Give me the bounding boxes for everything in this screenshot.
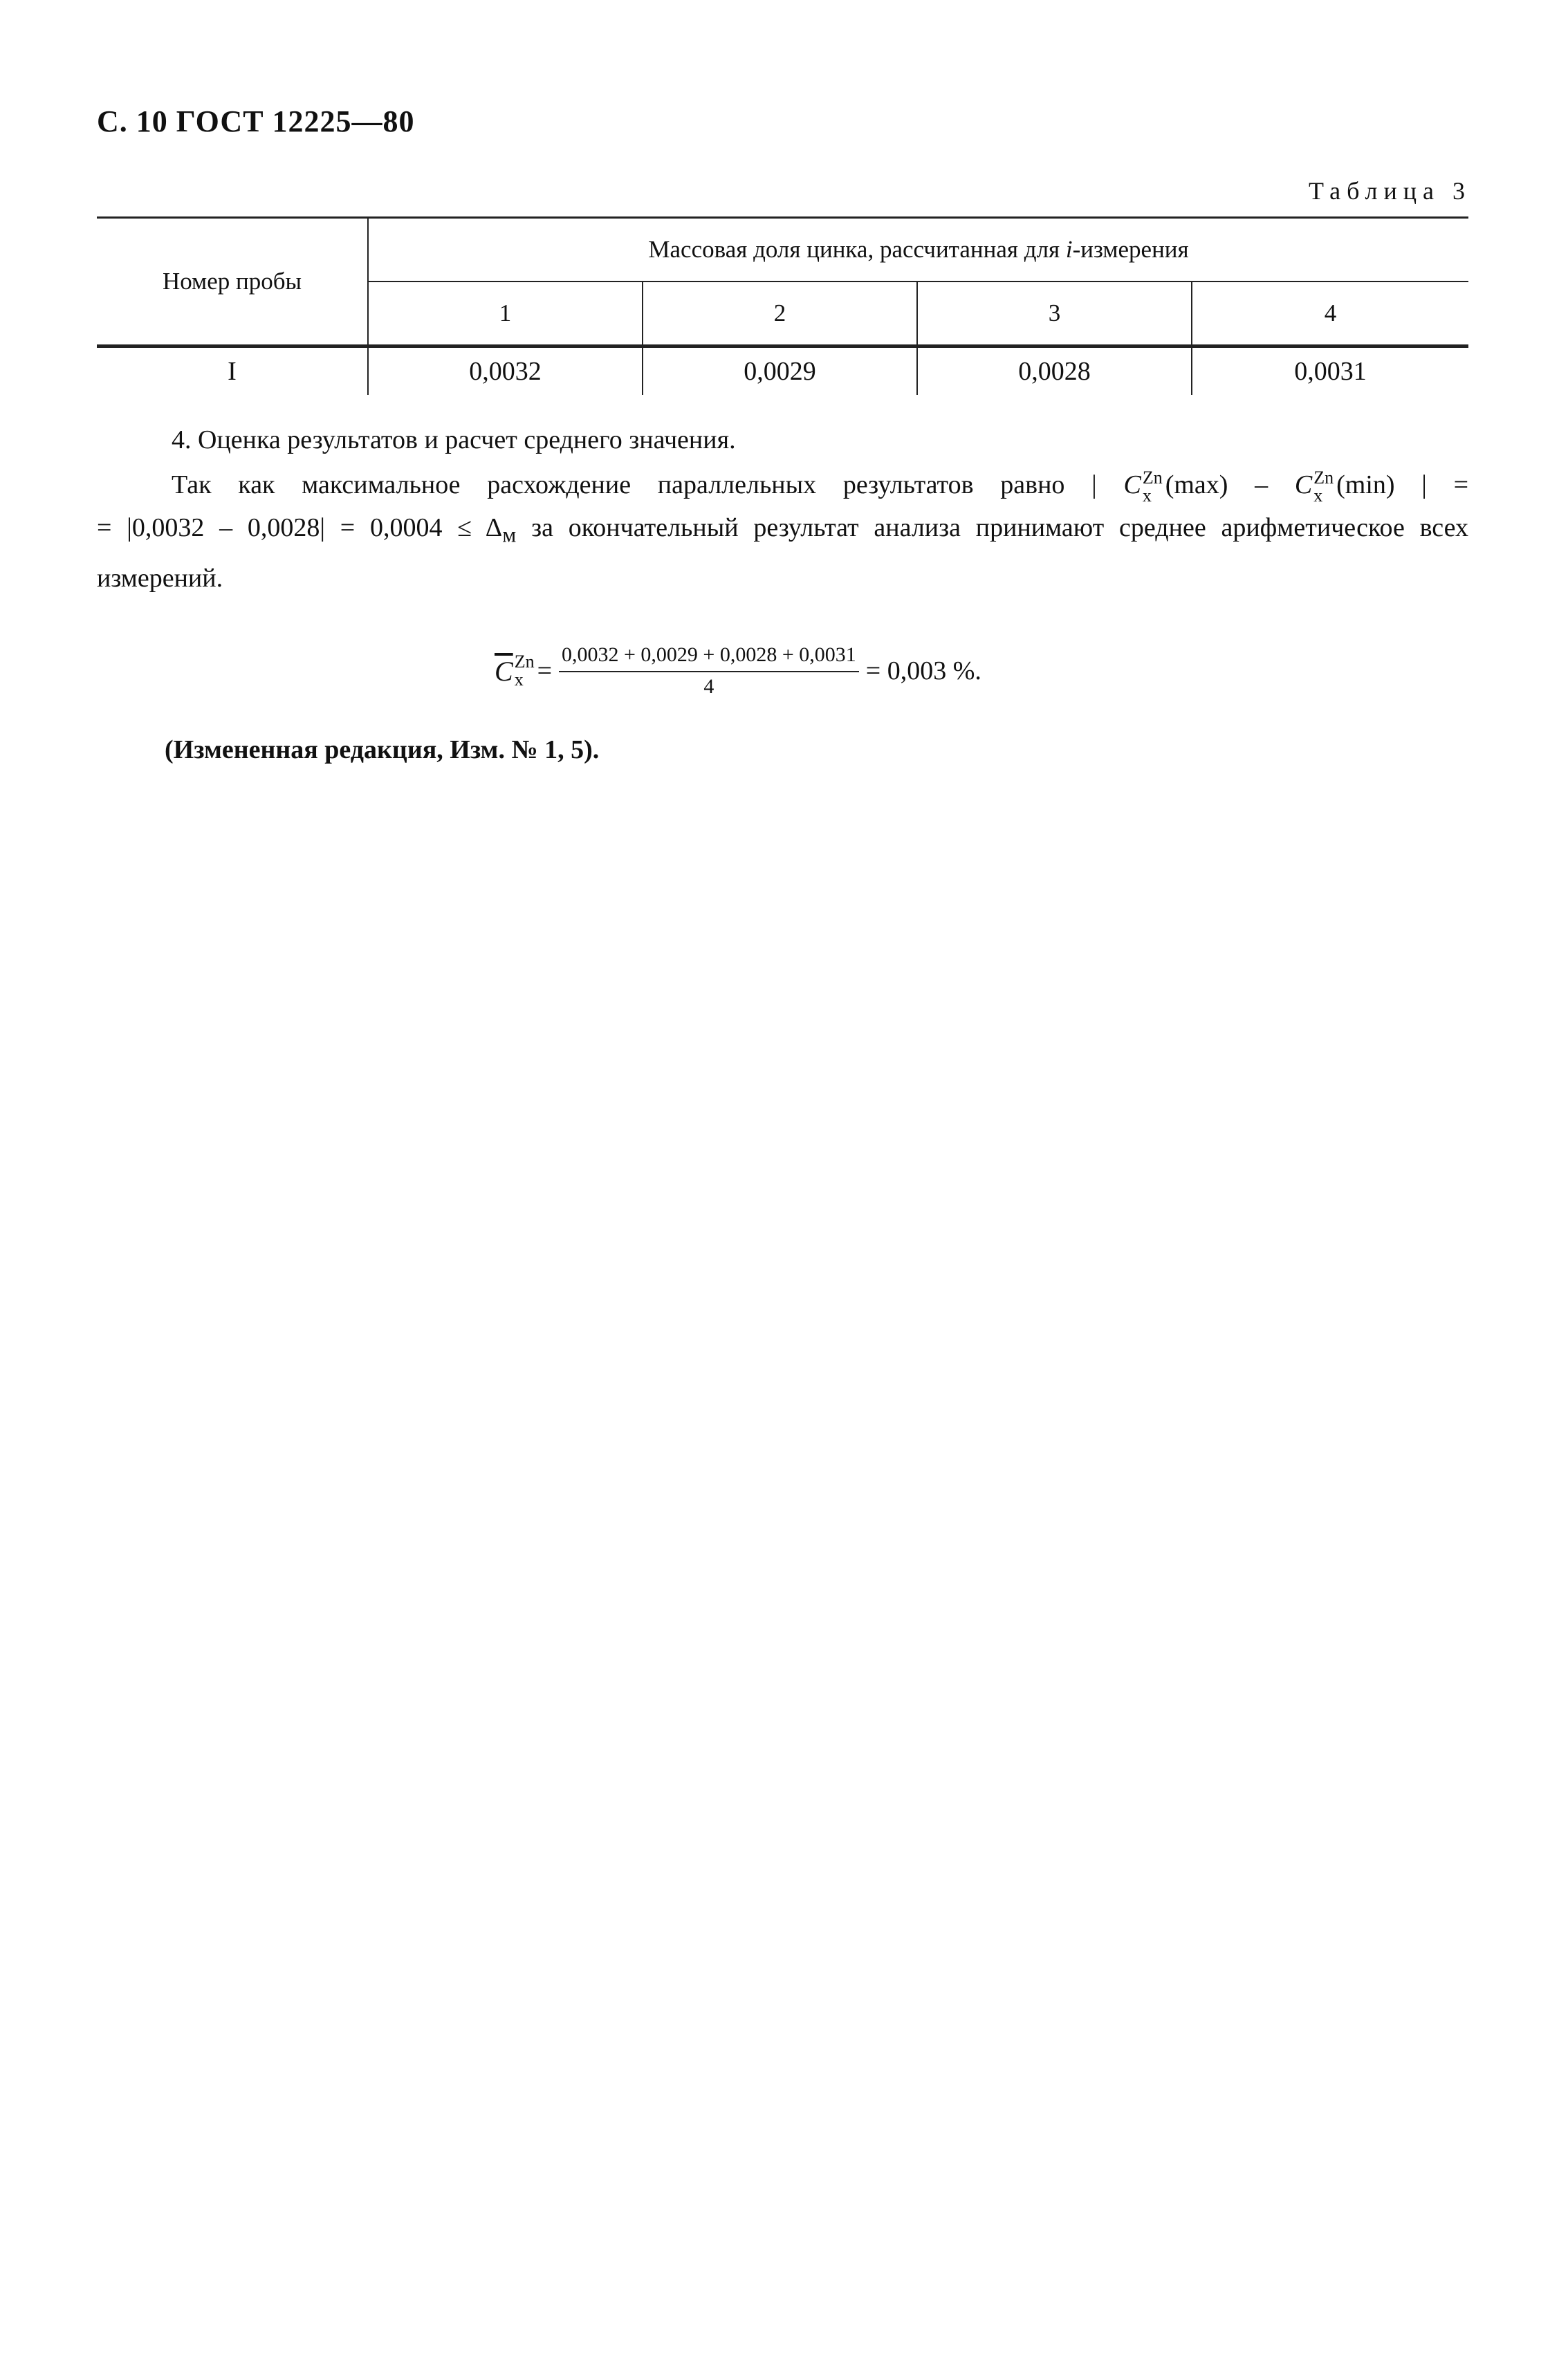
- zinc-fraction-header-prefix: Массовая доля цинка, рассчитанная для: [648, 236, 1066, 263]
- c-sup: Zn: [1142, 468, 1163, 488]
- body-line-2-text: = |0,0032 – 0,0028| = 0,0004 ≤ Δ: [97, 513, 503, 542]
- c-indices: [1143, 469, 1163, 505]
- mean-sub: x: [514, 670, 524, 690]
- section-4-heading: 4. Оценка результатов и расчет среднего значения.: [172, 425, 736, 454]
- mean-symbol: $\overline{C}$: [495, 655, 513, 687]
- results-table: [97, 216, 1468, 395]
- body-line-3: измерений.: [97, 563, 223, 593]
- c-sup-2: Zn: [1313, 468, 1334, 488]
- min-label: (min): [1336, 470, 1395, 499]
- mean-indices: [515, 653, 535, 689]
- max-label: (max): [1165, 470, 1228, 499]
- zinc-fraction-header-suffix: -измерения: [1072, 236, 1189, 263]
- minus-sign: –: [1255, 470, 1269, 499]
- body-line-1: Так как максимальное расхождение параллельных результатов равно | C Zn x (max) – C Zn x (min) | =: [172, 468, 1469, 506]
- table-header-row: [97, 218, 1468, 282]
- mean-formula: [495, 633, 981, 709]
- c-sub: x: [1142, 486, 1152, 506]
- c-symbol: C: [1123, 470, 1141, 499]
- body-line-1-text: Так как максимальное расхождение параллельных результатов равно: [172, 470, 1065, 499]
- zinc-fraction-header-var: i: [1065, 236, 1073, 263]
- body-paragraph: [97, 463, 1468, 600]
- sample-number-header: Номер пробы: [97, 218, 368, 347]
- formula-denominator: 4: [703, 675, 714, 698]
- zinc-fraction-header: [368, 218, 1468, 282]
- formula-numerator: 0,0032 + 0,0029 + 0,0028 + 0,0031: [559, 643, 859, 672]
- delta-subscript: м: [502, 522, 517, 547]
- page-header: С. 10 ГОСТ 12225—80: [97, 104, 415, 138]
- formula-lhs: [495, 653, 552, 689]
- measurement-column-4: 4: [1192, 282, 1468, 347]
- c-indices-2: [1313, 469, 1334, 505]
- amendment-note: (Измененная редакция, Изм. № 1, 5).: [165, 735, 600, 764]
- value-cell-3: 0,0028: [917, 347, 1192, 396]
- table-caption: Таблица 3: [1309, 177, 1471, 205]
- c-sub-2: x: [1313, 486, 1323, 506]
- value-cell-4: 0,0031: [1192, 347, 1468, 396]
- c-symbol-2: C: [1294, 470, 1313, 499]
- value-cell-1: 0,0032: [368, 347, 643, 396]
- mean-sup: Zn: [514, 652, 535, 672]
- measurement-column-2: 2: [643, 282, 917, 347]
- formula-result: = 0,003 %.: [865, 656, 981, 685]
- measurement-column-1: 1: [368, 282, 643, 347]
- table-row: [97, 347, 1468, 396]
- formula-fraction: [559, 643, 859, 699]
- value-cell-2: 0,0029: [643, 347, 917, 396]
- equals-sign: =: [1453, 470, 1469, 499]
- body-line-2-rest: за окончательный результат анализа принимают среднее арифметическое всех: [531, 513, 1469, 542]
- formula-equals: =: [537, 656, 553, 685]
- sample-number-cell: I: [97, 347, 368, 396]
- measurement-column-3: 3: [917, 282, 1192, 347]
- body-line-2: [97, 506, 1468, 557]
